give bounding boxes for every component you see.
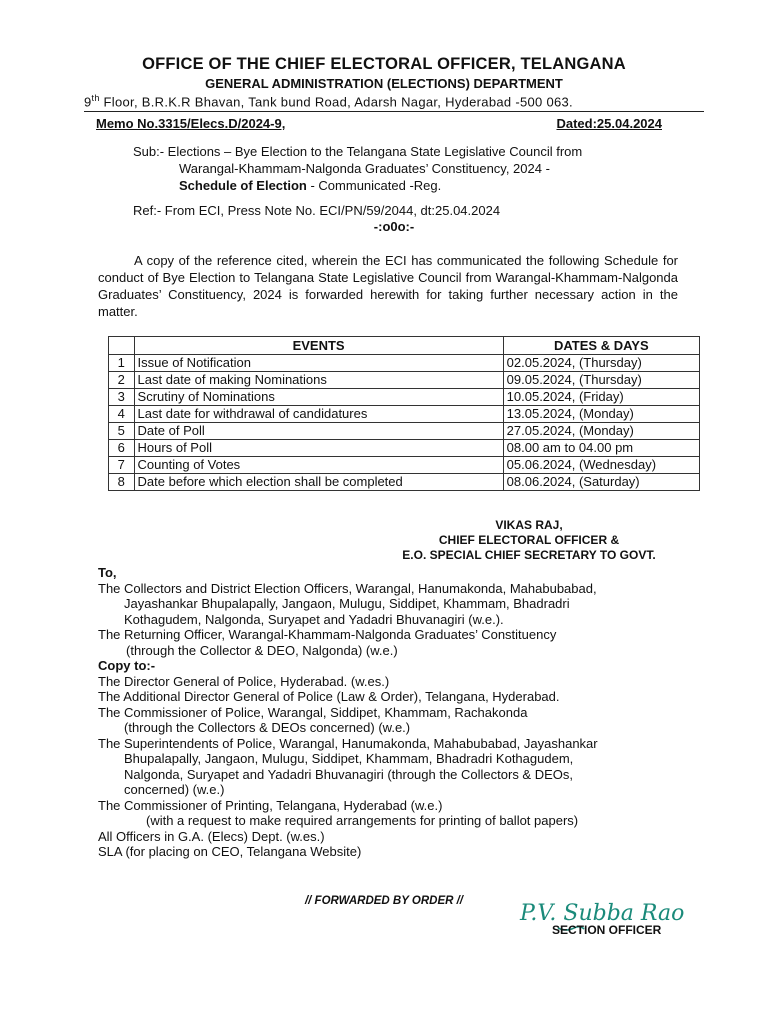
copy-line: The Additional Director General of Police (Law & Order), Telangana, Hyderabad. [98, 689, 560, 704]
to-line: The Returning Officer, Warangal-Khammam-Nalgonda Graduates’ Constituency [98, 627, 557, 642]
to-label: To, [98, 565, 117, 580]
table-row [109, 389, 700, 406]
copy-line: Bhupalapally, Jangaon, Mulugu, Siddipet, Khammam, Bhadradri Kothagudem, [124, 751, 574, 766]
reference-line: Ref:- From ECI, Press Note No. ECI/PN/59/2044, dt:25.04.2024 [133, 203, 501, 218]
row-sno: 7 [109, 457, 135, 474]
signature-text: P.V. Subba Rao [520, 901, 685, 926]
copy-line: Nalgonda, Suryapet and Yadadri Bhuvanagiri (through the Collectors & DEOs, [124, 766, 574, 782]
signatory-title-1: CHIEF ELECTORAL OFFICER & [438, 533, 620, 547]
to-line: Jayashankar Bhupalapally, Jangaon, Mulugu, Siddipet, Khammam, Bhadradri [124, 596, 570, 611]
department-title: GENERAL ADMINISTRATION (ELECTIONS) DEPARTMENT [205, 76, 563, 91]
copy-line: concerned) (w.e.) [124, 782, 225, 797]
separator: -:o0o:- [373, 219, 415, 234]
subject-line-2: Warangal-Khammam-Nalgonda Graduates’ Constituency, 2024 - [179, 161, 550, 176]
row-date: 10.05.2024, (Friday) [503, 389, 699, 406]
distribution-list [98, 565, 698, 860]
to-line: (through the Collector & DEO, Nalgonda) (w.e.) [126, 642, 398, 658]
table-row [109, 474, 700, 491]
row-date: 02.05.2024, (Thursday) [503, 355, 699, 372]
row-event: Date before which election shall be completed [134, 474, 503, 491]
events-header: EVENTS [134, 337, 503, 355]
table-row [109, 440, 700, 457]
memo-date: Dated:25.04.2024 [556, 116, 662, 131]
row-sno: 2 [109, 372, 135, 389]
row-date: 05.06.2024, (Wednesday) [503, 457, 699, 474]
office-address: 9th Floor, B.R.K.R Bhavan, Tank bund Road, Adarsh Nagar, Hyderabad -500 063. [84, 93, 704, 112]
copy-line: The Superintendents of Police, Warangal, Hanumakonda, Mahabubabad, Jayashankar [98, 735, 598, 751]
subject-block [133, 143, 688, 194]
schedule-header-row [109, 337, 700, 355]
memo-number: Memo No.3315/Elecs.D/2024-9, [96, 116, 286, 131]
copy-line: The Commissioner of Police, Warangal, Siddipet, Khammam, Rachakonda [98, 704, 528, 720]
sno-header [109, 337, 135, 355]
section-officer-label: SECTION OFFICER [552, 923, 662, 937]
row-event: Scrutiny of Nominations [134, 389, 503, 406]
row-sno: 8 [109, 474, 135, 491]
signatory-title-2: E.O. SPECIAL CHIEF SECRETARY TO GOVT. [402, 548, 656, 562]
copy-line: SLA (for placing on CEO, Telangana Website) [98, 844, 362, 859]
row-sno: 3 [109, 389, 135, 406]
copy-to-label: Copy to:- [98, 658, 156, 673]
to-line: Kothagudem, Nalgonda, Suryapet and Yadadri Bhuvanagiri (w.e.). [124, 611, 504, 627]
subject-line-3: Schedule of Election - Communicated -Reg. [179, 178, 442, 193]
row-sno: 1 [109, 355, 135, 372]
table-row [109, 372, 700, 389]
copy-line: (with a request to make required arrangements for printing of ballot papers) [146, 813, 579, 828]
body-paragraph: A copy of the reference cited, wherein the ECI has communicated the following Schedule for conduct of Bye Election to Telangana State Legislative Council from Warangal-Khammam-Nalgonda Graduates’ Constituency, 2024 is forwarded herewith for taking further necessary action in the matter. [98, 253, 678, 319]
office-title: OFFICE OF THE CHIEF ELECTORAL OFFICER, TELANGANA [142, 55, 626, 73]
row-sno: 4 [109, 406, 135, 423]
row-event: Date of Poll [134, 423, 503, 440]
schedule-table [108, 336, 700, 491]
table-row [109, 423, 700, 440]
row-event: Last date for withdrawal of candidatures [134, 406, 503, 423]
subject-line-1: Sub:- Elections – Bye Election to the Telangana State Legislative Council from [133, 144, 583, 159]
dates-header: DATES & DAYS [503, 337, 699, 355]
copy-line: The Commissioner of Printing, Telangana, Hyderabad (w.e.) [98, 797, 443, 813]
row-event: Issue of Notification [134, 355, 503, 372]
signatory-name: VIKAS RAJ, [495, 518, 563, 532]
row-date: 13.05.2024, (Monday) [503, 406, 699, 423]
forwarded-by-order: // FORWARDED BY ORDER // [304, 895, 464, 907]
row-sno: 6 [109, 440, 135, 457]
row-date: 27.05.2024, (Monday) [503, 423, 699, 440]
signatory-block [350, 518, 708, 563]
copy-line: The Director General of Police, Hyderabad. (w.es.) [98, 673, 390, 689]
row-date: 09.05.2024, (Thursday) [503, 372, 699, 389]
table-row [109, 355, 700, 372]
to-line: The Collectors and District Election Officers, Warangal, Hanumakonda, Mahabubabad, [98, 580, 597, 596]
row-event: Hours of Poll [134, 440, 503, 457]
row-date: 08.06.2024, (Saturday) [503, 474, 699, 491]
copy-line: All Officers in G.A. (Elecs) Dept. (w.es.) [98, 828, 325, 844]
row-date: 08.00 am to 04.00 pm [503, 440, 699, 457]
table-row [109, 406, 700, 423]
table-row [109, 457, 700, 474]
row-event: Last date of making Nominations [134, 372, 503, 389]
row-event: Counting of Votes [134, 457, 503, 474]
copy-line: (through the Collectors & DEOs concerned) (w.e.) [124, 720, 411, 735]
row-sno: 5 [109, 423, 135, 440]
